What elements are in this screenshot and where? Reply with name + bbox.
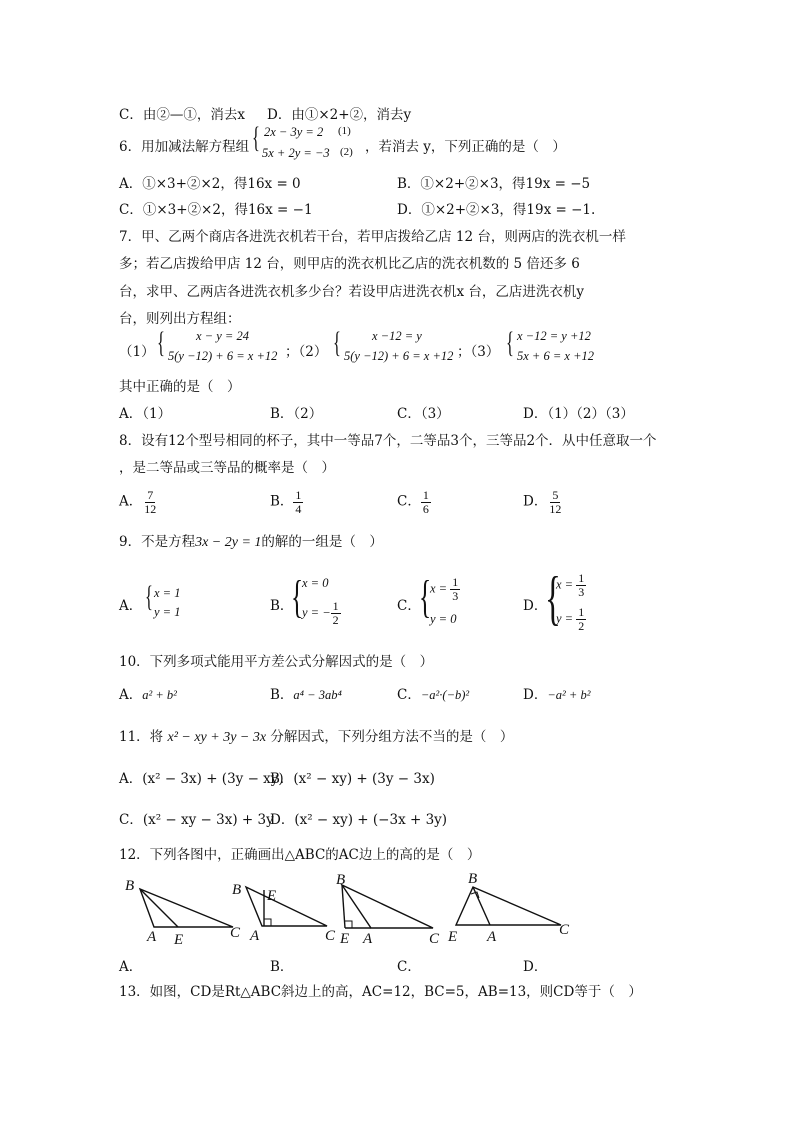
fig-c-height	[342, 885, 345, 928]
q8-option-d-den: 12	[549, 501, 562, 516]
q9-option-b-y-den: 2	[332, 612, 339, 627]
q7-system2-eq2: 5(y −12) + 6 = x +12	[344, 349, 454, 363]
q9-option-a-x: x = 1	[154, 586, 181, 600]
q7-system2-label: ；（2）	[285, 344, 328, 360]
q12-question: 12．下列各图中，正确画出△ABC的AC边上的高的是（ ）	[119, 847, 481, 863]
q5-option-c: C．由②—①，消去x	[119, 107, 245, 123]
q8-option-d-num: 5	[552, 488, 559, 502]
q9-option-c-x-wrap	[430, 576, 460, 602]
q7-option-d: D．（1）（2）（3）	[523, 406, 634, 422]
fig-d-label-a: A	[487, 929, 497, 945]
q10-option-c-label: C．	[397, 687, 421, 703]
fig-a-label-b: B	[125, 878, 135, 894]
q7-system2-eq1: x −12 = y	[372, 329, 422, 343]
q6-eq1-tag: (1)	[338, 125, 351, 137]
q7-system1-eq1: x − y = 24	[196, 329, 249, 343]
q7-system1-eq2: 5(y −12) + 6 = x +12	[168, 349, 278, 363]
q9-option-d-brace: {	[545, 565, 561, 631]
q8-option-b	[270, 489, 303, 515]
fig-d-label-e: E	[448, 929, 458, 945]
q9-option-b-y-num: 1	[332, 599, 339, 613]
q11-option-b: B．(x² − xy) + (3y − 3x)	[270, 771, 435, 787]
fig-d-triangle	[456, 887, 561, 925]
q7-system1-label: （1）	[119, 344, 155, 360]
q9-option-a-brace: {	[145, 580, 153, 613]
q10-option-a-expr: a² + b²	[142, 688, 177, 702]
q8-option-b-fraction	[293, 489, 303, 515]
q6-suffix: ，若消去 y，下列正确的是（ ）	[365, 139, 566, 155]
q7-option-a: A．（1）	[119, 406, 172, 422]
q9-option-d-y-wrap	[556, 606, 586, 632]
q8-option-a-fraction	[142, 489, 158, 515]
q8-option-b-label: B．	[270, 493, 294, 510]
q8-line1: 8．设有12个型号相同的杯子，其中一等品7个，二等品3个，三等品2个．从中任意取一个	[119, 433, 657, 449]
q9-option-c-label: C．	[397, 598, 421, 614]
q10-option-d-expr: −a² + b²	[547, 688, 591, 702]
q9-option-a-y: y = 1	[154, 605, 181, 619]
q8-option-a-den: 12	[144, 501, 157, 516]
fig-a-label-c: C	[230, 925, 241, 941]
q6-option-d: D．①×2+②×3，得19x = −1.	[397, 202, 596, 218]
fig-c-label-b: B	[336, 872, 346, 888]
q9-option-d-x-den: 3	[578, 584, 585, 599]
q11-option-d: D．(x² − xy) + (−3x + 3y)	[270, 812, 448, 828]
q8-option-c-fraction	[421, 489, 431, 515]
q10-option-a	[119, 683, 177, 703]
fig-d-label-b: B	[468, 871, 478, 887]
q7-option-c: C．（3）	[397, 406, 450, 422]
q7-line1: 7．甲、乙两个商店各进洗衣机若干台，若甲店拨给乙店 12 台，则两店的洗衣机一样	[119, 229, 626, 245]
q5-option-d: D．由①×2+②，消去y	[267, 107, 412, 123]
q12-option-c: C．	[397, 959, 421, 975]
q11-expression: x² − xy + 3y − 3x	[167, 730, 267, 745]
q9-option-b-y-wrap	[302, 600, 341, 626]
q7-question: 其中正确的是（ ）	[119, 379, 241, 395]
q9-option-c-y: y = 0	[430, 612, 457, 626]
q10-option-b-label: B．	[270, 687, 294, 703]
q8-option-c-den: 6	[422, 501, 429, 516]
fig-b-label-e: E	[267, 888, 277, 904]
q9-option-d-y-num: 1	[578, 605, 585, 619]
q9-option-a-label: A．	[119, 598, 143, 614]
q9-option-b-label: B．	[270, 598, 294, 614]
q9-option-d-x: x =	[556, 577, 577, 592]
q6-eq2-tag: (2)	[340, 146, 353, 158]
q6-eq1: 2x − 3y = 2	[264, 125, 324, 139]
q10-option-c-expr: −a²·(−b)²	[420, 688, 470, 702]
q12-figures	[115, 868, 585, 948]
q7-system3-label: ；（3）	[457, 344, 500, 360]
fig-a-segment-be	[140, 889, 178, 927]
q7-system3-eq2: 5x + 6 = x +12	[517, 349, 595, 363]
q9-equation: 3x − 2y = 1	[195, 535, 262, 550]
q12-option-a: A．	[119, 959, 143, 975]
q11-question	[119, 725, 513, 746]
q10-option-d	[523, 683, 590, 703]
q10-option-b	[270, 683, 342, 703]
q8-option-a-num: 7	[147, 488, 154, 502]
fig-a-triangle	[140, 889, 233, 927]
q7-system3-eq1: x −12 = y +12	[517, 329, 591, 343]
q9-prefix: 9．不是方程	[119, 534, 196, 550]
q9-option-d-y: y =	[556, 611, 577, 626]
q8-option-c-num: 1	[422, 488, 429, 502]
q8-option-c	[397, 489, 431, 515]
q8-option-c-label: C．	[397, 493, 421, 510]
q6-option-b: B．①×2+②×3，得19x = −5	[397, 176, 591, 192]
q10-option-d-label: D．	[523, 687, 548, 703]
q6-brace: {	[252, 121, 260, 154]
q9-option-b-brace: {	[291, 571, 304, 622]
fig-c-triangle	[342, 885, 433, 928]
q9-option-b-x: x = 0	[302, 576, 329, 590]
q9-option-d-y-fraction	[576, 606, 586, 632]
q8-line2: ，是二等品或三等品的概率是（ ）	[119, 460, 335, 476]
q6-option-a: A．①×3+②×2，得16x = 0	[119, 176, 301, 192]
fig-c-label-e: E	[340, 931, 350, 947]
q9-option-c-x-den: 3	[452, 588, 459, 603]
q12-option-b: B．	[270, 959, 294, 975]
fig-b-triangle	[246, 887, 327, 926]
fig-c-label-a: A	[363, 931, 373, 947]
q11-prefix: 11．将	[119, 729, 164, 745]
fig-b-label-a: A	[250, 928, 260, 944]
fig-a-label-a: A	[147, 929, 157, 945]
q7-line2: 多；若乙店拨给甲店 12 台，则甲店的洗衣机比乙店的洗衣机数的 5 倍还多 6	[119, 256, 580, 272]
q11-option-c: C．(x² − xy − 3x) + 3y	[119, 812, 274, 828]
q9-question	[119, 530, 383, 551]
q12-option-d: D．	[523, 959, 548, 975]
q8-option-a	[119, 489, 158, 515]
q9-option-d-label: D．	[523, 598, 548, 614]
q8-option-a-label: A．	[119, 493, 143, 510]
q7-system2-brace: {	[333, 326, 341, 359]
q13-question: 13．如图，CD是Rt△ABC斜边上的高，AC=12，BC=5，AB=13，则CD等于（ ）	[119, 984, 642, 1000]
q7-option-b: B．（2）	[270, 406, 323, 422]
q11-option-a: A．(x² − 3x) + (3y − xy)	[119, 771, 284, 787]
q6-prefix: 6．用加减法解方程组	[119, 139, 250, 155]
fig-b-label-b: B	[232, 882, 242, 898]
q8-option-d-fraction	[547, 489, 563, 515]
q10-option-c	[397, 683, 469, 703]
q9-suffix: 的解的一组是（ ）	[261, 534, 383, 550]
q8-option-d-label: D．	[523, 493, 548, 510]
q8-option-b-num: 1	[295, 488, 302, 502]
q7-line3: 台，求甲、乙两店各进洗衣机多少台？若设甲店进洗衣机x 台，乙店进洗衣机y	[119, 284, 585, 300]
q10-option-a-label: A．	[119, 687, 143, 703]
q9-option-d-x-num: 1	[578, 571, 585, 585]
q8-option-d	[523, 489, 563, 515]
q6-eq2: 5x + 2y = −3	[262, 146, 330, 160]
q9-option-b-y: y = −	[302, 605, 331, 620]
q9-option-d-x-wrap	[556, 572, 586, 598]
q9-option-c-x-num: 1	[452, 575, 459, 589]
fig-c-label-c: C	[429, 931, 440, 947]
q9-option-d-x-fraction	[576, 572, 586, 598]
q10-option-b-expr: a⁴ − 3ab⁴	[293, 688, 342, 702]
q9-option-d-y-den: 2	[578, 618, 585, 633]
q6-option-c: C．①×3+②×2，得16x = −1	[119, 202, 313, 218]
q9-option-c-brace: {	[419, 571, 432, 622]
q8-option-b-den: 4	[295, 501, 302, 516]
fig-d-label-c: C	[559, 922, 570, 938]
q10-question: 10．下列多项式能用平方差公式分解因式的是（ ）	[119, 654, 434, 670]
q7-system1-brace: {	[157, 326, 165, 359]
q9-option-c-x: x =	[430, 581, 451, 596]
fig-b-label-c: C	[325, 928, 336, 944]
q9-option-b-y-fraction	[331, 600, 341, 626]
fig-a-label-e: E	[174, 932, 184, 948]
q7-line4: 台，则列出方程组：	[119, 311, 241, 327]
q11-suffix: 分解因式，下列分组方法不当的是（ ）	[270, 729, 514, 745]
q9-option-c-x-fraction	[450, 576, 460, 602]
q7-system3-brace: {	[506, 326, 514, 359]
